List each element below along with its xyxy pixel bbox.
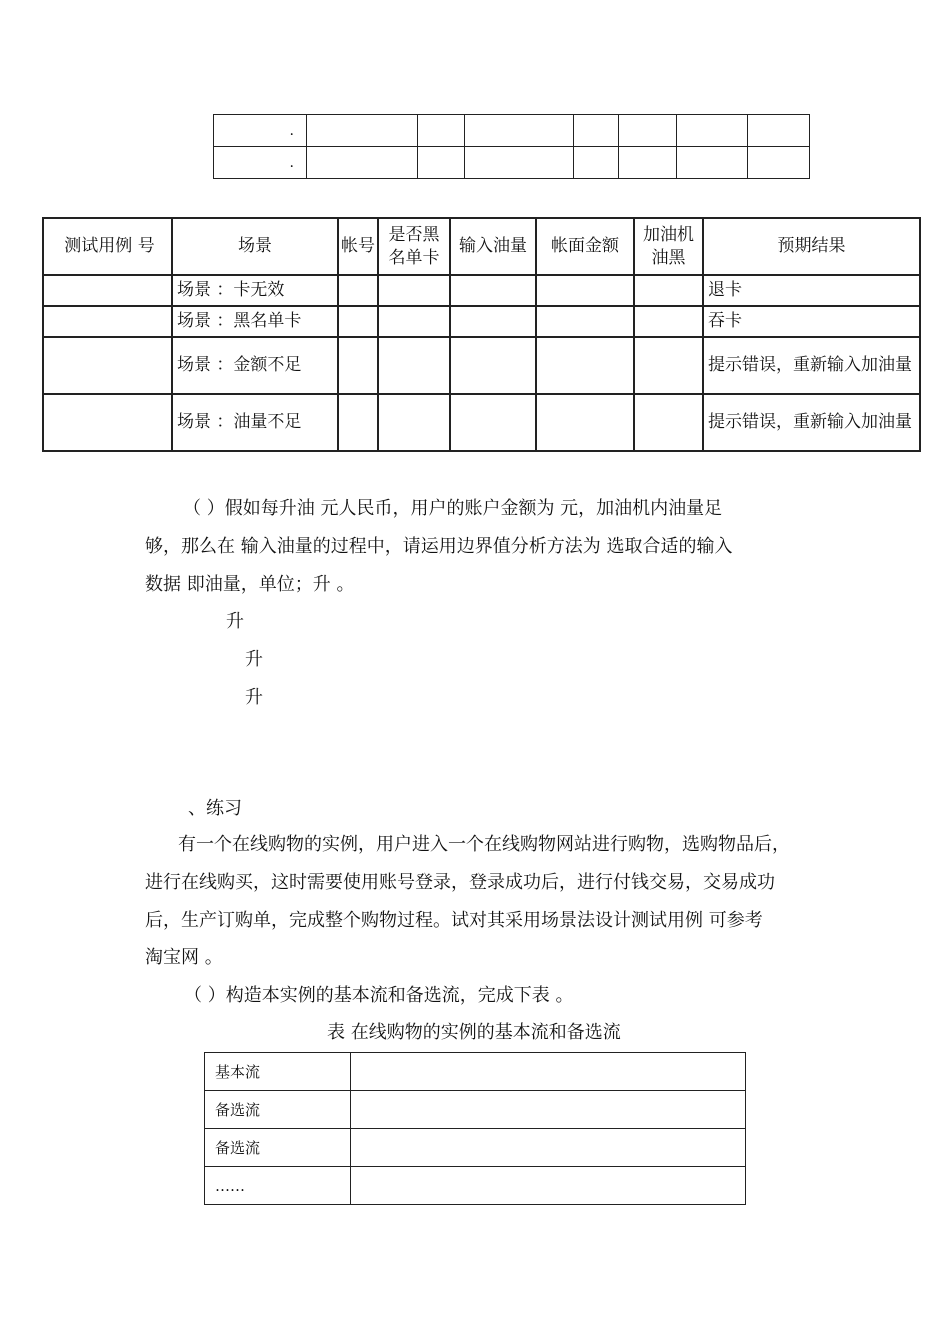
table-row xyxy=(43,394,920,451)
header-expected: 预期结果 xyxy=(703,218,920,275)
answer-line-3: 升 xyxy=(245,687,263,708)
table-cell xyxy=(677,147,748,179)
scenario-test-table xyxy=(42,217,921,452)
paragraph-line-4: 淘宝网 。 xyxy=(145,947,223,968)
table-cell xyxy=(634,275,703,306)
table-cell xyxy=(43,337,172,394)
task-line: （ ）构造本实例的基本流和备选流，完成下表 。 xyxy=(184,985,574,1006)
table-cell xyxy=(338,275,378,306)
expected-cell: 吞卡 xyxy=(703,306,920,337)
flow-value-cell xyxy=(351,1091,746,1129)
flow-table xyxy=(204,1052,746,1205)
table-cell xyxy=(450,275,536,306)
table-cell xyxy=(43,275,172,306)
table-cell xyxy=(450,306,536,337)
question-line-1: （ ）假如每升油 元人民币，用户的账户金额为 元，加油机内油量足 xyxy=(183,498,723,519)
table-cell xyxy=(378,275,450,306)
flow-label: 备选流 xyxy=(205,1091,351,1129)
table-cell xyxy=(536,337,634,394)
paragraph-line-2: 进行在线购买，这时需要使用账号登录，登录成功后，进行付钱交易，交易成功 xyxy=(145,872,775,893)
table-cell: . xyxy=(214,115,307,147)
table-row xyxy=(43,337,920,394)
empty-grid-table xyxy=(213,114,810,179)
table-cell xyxy=(465,147,574,179)
header-scene: 场景 xyxy=(172,218,338,275)
scene-cell: 场景 ：卡无效 xyxy=(172,275,338,306)
table-cell xyxy=(748,147,810,179)
table-cell xyxy=(450,337,536,394)
table-cell xyxy=(634,306,703,337)
scene-cell: 场景 ：黑名单卡 xyxy=(172,306,338,337)
flow-label: …… xyxy=(205,1167,351,1205)
table-cell xyxy=(338,337,378,394)
table-cell: . xyxy=(214,147,307,179)
header-account: 帐号 xyxy=(338,218,378,275)
table-row xyxy=(205,1167,746,1205)
table-row xyxy=(43,275,920,306)
table-cell xyxy=(338,394,378,451)
table-cell xyxy=(619,115,677,147)
flow-value-cell xyxy=(351,1053,746,1091)
expected-cell: 提示错误，重新输入加油量 xyxy=(703,394,920,451)
header-blacklist: 是否黑名单卡 xyxy=(378,218,450,275)
flow-value-cell xyxy=(351,1167,746,1205)
table-cell xyxy=(418,147,465,179)
header-balance: 帐面金额 xyxy=(536,218,634,275)
answer-line-1: 升 xyxy=(226,611,244,632)
table-row xyxy=(205,1053,746,1091)
table-cell xyxy=(378,306,450,337)
table-cell xyxy=(574,147,619,179)
scene-cell: 场景 ：金额不足 xyxy=(172,337,338,394)
question-line-2: 够，那么在 输入油量的过程中，请运用边界值分析方法为 选取合适的输入 xyxy=(145,536,733,557)
table-cell xyxy=(748,115,810,147)
table-row xyxy=(205,1129,746,1167)
table-cell xyxy=(378,394,450,451)
table-cell xyxy=(677,115,748,147)
flow-value-cell xyxy=(351,1129,746,1167)
table-cell xyxy=(574,115,619,147)
table-cell xyxy=(378,337,450,394)
table-row xyxy=(43,306,920,337)
table-cell xyxy=(43,394,172,451)
table-cell xyxy=(465,115,574,147)
table-row xyxy=(214,115,810,147)
flow-label: 基本流 xyxy=(205,1053,351,1091)
expected-cell: 退卡 xyxy=(703,275,920,306)
scene-cell: 场景 ：油量不足 xyxy=(172,394,338,451)
section-heading: 、练习 xyxy=(188,798,242,819)
table-cell xyxy=(536,306,634,337)
table-cell xyxy=(307,115,418,147)
table-cell xyxy=(536,394,634,451)
table-cell xyxy=(634,337,703,394)
table-cell xyxy=(536,275,634,306)
table-cell xyxy=(307,147,418,179)
table-cell xyxy=(418,115,465,147)
table-row xyxy=(205,1091,746,1129)
table-cell xyxy=(43,306,172,337)
table-cell xyxy=(450,394,536,451)
table-row xyxy=(214,147,810,179)
table-cell xyxy=(634,394,703,451)
expected-cell: 提示错误，重新输入加油量 xyxy=(703,337,920,394)
header-input-fuel: 输入油量 xyxy=(450,218,536,275)
table-caption: 表 在线购物的实例的基本流和备选流 xyxy=(327,1022,621,1043)
paragraph-line-3: 后，生产订购单，完成整个购物过程。试对其采用场景法设计测试用例 可参考 xyxy=(145,910,763,931)
table-cell xyxy=(619,147,677,179)
header-id: 测试用例 号 xyxy=(43,218,172,275)
header-pump-fuel: 加油机油黑 xyxy=(634,218,703,275)
table-cell xyxy=(338,306,378,337)
flow-label: 备选流 xyxy=(205,1129,351,1167)
question-line-3: 数据 即油量，单位；升 。 xyxy=(145,574,355,595)
paragraph-line-1: 有一个在线购物的实例，用户进入一个在线购物网站进行购物，选购物品后， xyxy=(178,834,790,855)
table-header-row xyxy=(43,218,920,275)
answer-line-2: 升 xyxy=(245,649,263,670)
